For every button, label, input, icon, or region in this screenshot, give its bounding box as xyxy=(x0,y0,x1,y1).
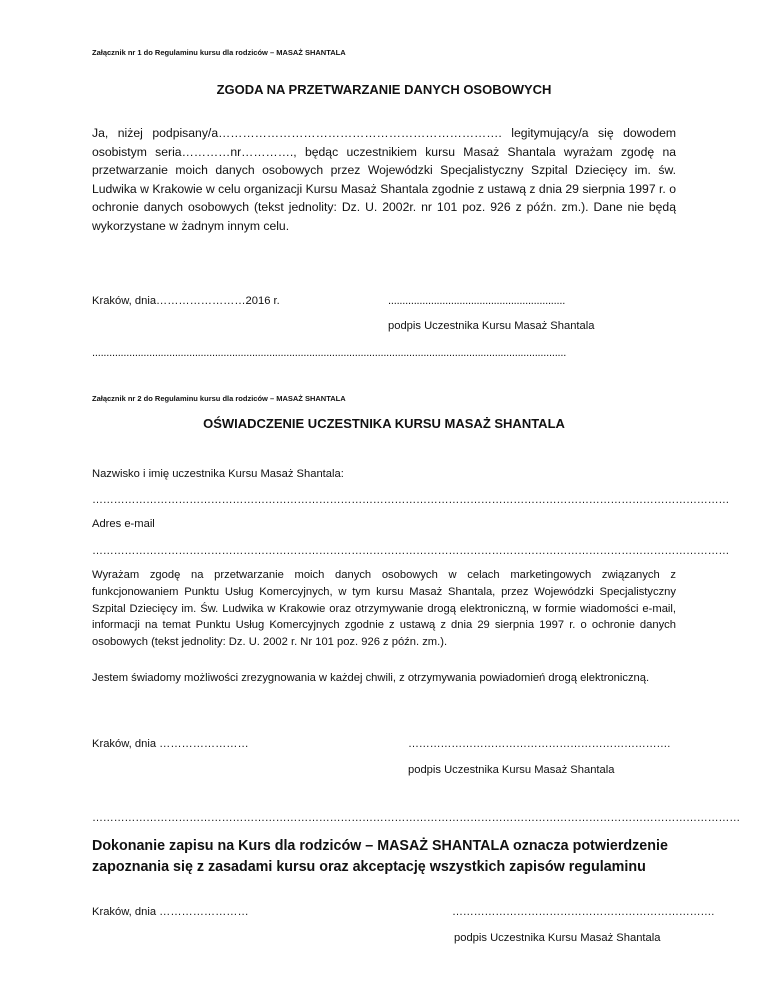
separator-2: ……………………………………………………………………………………………………………………………………………………………… xyxy=(92,812,741,824)
consent-paragraph: Ja, niżej podpisany/a……………………………………………………………. legitymujący/a się dowodem osobistym seria…………nr…………., będąc uczestnikiem kursu Masaż Shantala wyrażam zgodę na przetwarzanie moich danych osobowych przez Wojewódzki Specjalistyczny Szpital Dziecięcy im. św. Ludwika w Krakowie w celu organizacji Kursu Masaż Shantala zgodnie z ustawą z dnia 29 sierpnia 1997 r. o ochronie danych osobowych (tekst jednolity: Dz. U. 2002r. nr 101 poz. 926 z późn. zm.). Dane nie będą wykorzystane w żadnym innym celu. xyxy=(92,126,676,233)
email-line: …………………………………………………………………………………………………………………………………………………………… xyxy=(92,545,730,557)
separator-1: ...................................................................................................................................................................... xyxy=(92,347,567,359)
registration-statement: Dokonanie zapisu na Kurs dla rodziców – MASAŻ SHANTALA oznacza potwierdzenie zapoznania się z zasadami kursu oraz akceptację wszystkich zapisów regulaminu xyxy=(92,838,668,875)
awareness-paragraph: Jestem świadomy możliwości zrezygnowania w każdej chwili, z otrzymywania powiadomień drogą elektroniczną. xyxy=(92,672,650,684)
email-label: Adres e-mail xyxy=(92,518,155,530)
place-date-1: Kraków, dnia……………………2016 r. xyxy=(92,295,280,307)
place-date-3: Kraków, dnia …………………… xyxy=(92,906,249,918)
marketing-consent-paragraph: Wyrażam zgodę na przetwarzanie moich danych osobowych w celach marketingowych związanych z funkcjonowaniem Punktu Usług Komercyjnych, w tym kursu Masaż Shantala, przez Wojewódzki Specjalistyczny Szpital Dziecięcy im. Św. Ludwika w Krakowie oraz otrzymywanie drogą elektroniczną, w formie wiadomości e-mail, informacji na temat Punktu Usług Komercyjnych zgodnie z ustawą z dnia 29 sierpnia 1997 r. o ochronie danych osobowych (tekst jednolity: Dz. U. 2002 r. Nr 101 poz. 926 z późn. zm.). xyxy=(92,569,676,649)
attachment-1-header: Załącznik nr 1 do Regulaminu kursu dla rodziców – MASAŻ SHANTALA xyxy=(92,48,346,57)
consent-title: ZGODA NA PRZETWARZANIE DANYCH OSOBOWYCH xyxy=(216,82,552,97)
name-label: Nazwisko i imię uczestnika Kursu Masaż Shantala: xyxy=(92,468,344,480)
declaration-title: OŚWIADCZENIE UCZESTNIKA KURSU MASAŻ SHANTALA xyxy=(203,416,565,431)
signature-line-2: ………………………………………………………………. xyxy=(408,738,671,750)
signature-line-1: .............................................................. xyxy=(388,295,566,307)
attachment-2-header: Załącznik nr 2 do Regulaminu kursu dla rodziców – MASAŻ SHANTALA xyxy=(92,394,346,403)
name-line: …………………………………………………………………………………………………………………………………………………………… xyxy=(92,494,730,506)
signature-caption-3: podpis Uczestnika Kursu Masaż Shantala xyxy=(454,932,661,944)
signature-caption-2: podpis Uczestnika Kursu Masaż Shantala xyxy=(408,764,615,776)
signature-line-3: ………………………………………………………………. xyxy=(452,906,715,918)
signature-caption-1: podpis Uczestnika Kursu Masaż Shantala xyxy=(388,320,595,332)
place-date-2: Kraków, dnia …………………… xyxy=(92,738,249,750)
